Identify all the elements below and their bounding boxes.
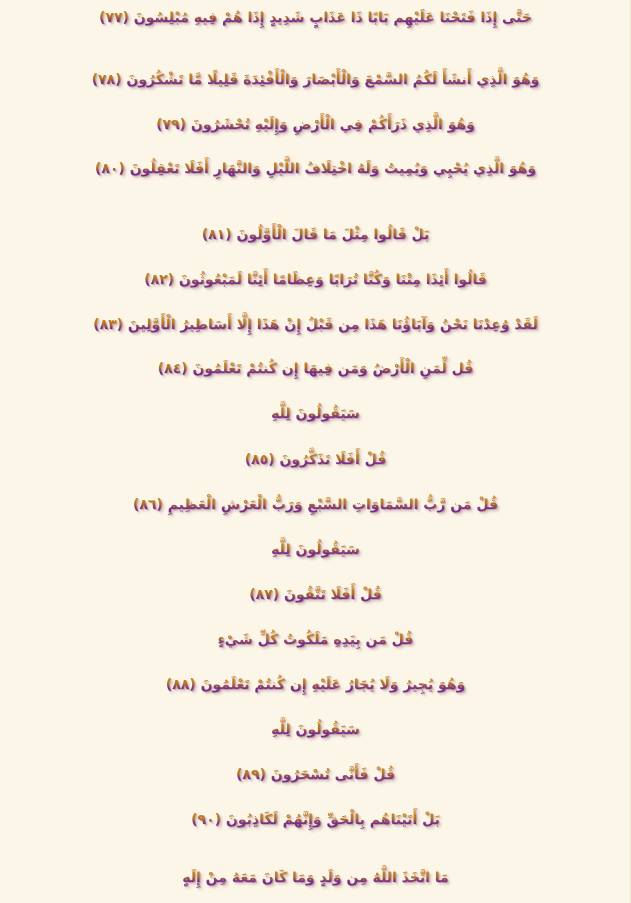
verse-84: قُل لِّمَنِ الْأَرْضُ وَمَن فِيهَا إِن كُنتُمْ تَعْلَمُونَ (٨٤) [0, 353, 631, 385]
verse-79: وَهُوَ الَّذِي ذَرَأَكُمْ فِي الْأَرْضِ وَإِلَيْهِ تُحْشَرُونَ (٧٩) [0, 109, 631, 141]
verse-85: قُلْ أَفَلَا تَذَكَّرُونَ (٨٥) [0, 444, 631, 476]
verse-81: بَلْ قَالُوا مِثْلَ مَا قَالَ الْأَوَّلُونَ (٨١) [0, 219, 631, 251]
verse-78: وَهُوَ الَّذِي أَنشَأَ لَكُمُ السَّمْعَ وَالْأَبْصَارَ وَالْأَفْئِدَةَ قَلِيلًا مَّا تَشْكُرُونَ (٧٨) [0, 64, 631, 96]
verse-88-part-2: وَهُوَ يُجِيرُ وَلَا يُجَارُ عَلَيْهِ إِن كُنتُمْ تَعْلَمُونَ (٨٨) [0, 669, 631, 701]
verse-88-part-1: قُلْ مَن بِيَدِهِ مَلَكُوتُ كُلِّ شَيْءٍ [0, 624, 631, 656]
verse-91: مَا اتَّخَذَ اللَّهُ مِن وَلَدٍ وَمَا كَانَ مَعَهُ مِنْ إِلَهٍ [0, 862, 631, 894]
verse-90: بَلْ أَتَيْنَاهُم بِالْحَقِّ وَإِنَّهُمْ لَكَاذِبُونَ (٩٠) [0, 804, 631, 836]
verse-86-answer: سَيَقُولُونَ لِلَّهِ [0, 534, 631, 566]
verse-86: قُلْ مَن رَّبُّ السَّمَاوَاتِ السَّبْعِ وَرَبُّ الْعَرْشِ الْعَظِيمِ (٨٦) [0, 489, 631, 521]
verse-87: قُلْ أَفَلَا تَتَّقُونَ (٨٧) [0, 579, 631, 611]
verse-82: قَالُوا أَئِذَا مِتْنَا وَكُنَّا تُرَابًا وَعِظَامًا أَئِنَّا لَمَبْعُوثُونَ (٨٢) [0, 264, 631, 296]
verse-83: لَقَدْ وُعِدْنَا نَحْنُ وَآبَاؤُنَا هَذَا مِن قَبْلُ إِنْ هَذَا إِلَّا أَسَاطِيرُ الْأَوَّلِينَ (٨٣) [0, 309, 631, 341]
verse-77: حَتَّى إِذَا فَتَحْنَا عَلَيْهِم بَابًا ذَا عَذَابٍ شَدِيدٍ إِذَا هُمْ فِيهِ مُبْلِسُونَ (٧٧) [0, 2, 631, 34]
verse-88-answer: سَيَقُولُونَ لِلَّهِ [0, 714, 631, 746]
verse-80: وَهُوَ الَّذِي يُحْيِي وَيُمِيتُ وَلَهُ اخْتِلَافُ اللَّيْلِ وَالنَّهَارِ أَفَلَا تَعْقِلُونَ (٨٠) [0, 153, 631, 185]
verse-84-answer: سَيَقُولُونَ لِلَّهِ [0, 398, 631, 430]
verse-89: قُلْ فَأَنَّى تُسْحَرُونَ (٨٩) [0, 759, 631, 791]
